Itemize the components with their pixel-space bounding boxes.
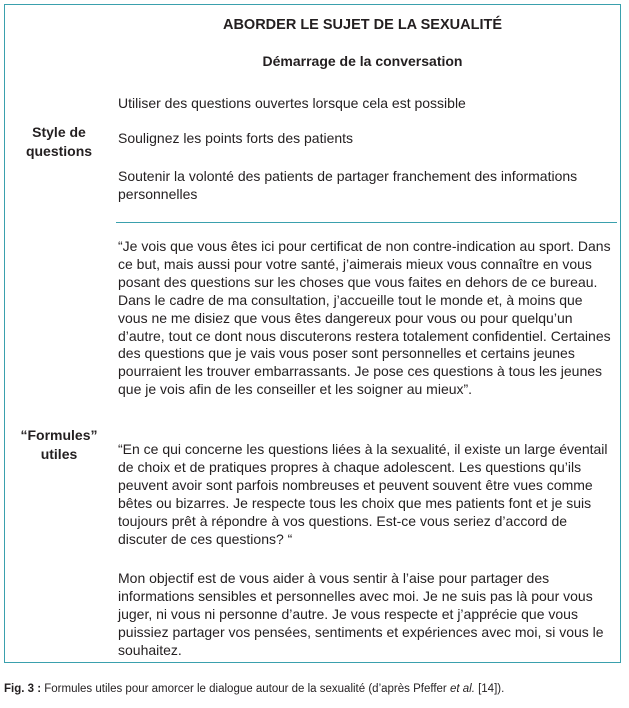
table-title: ABORDER LE SUJET DE LA SEXUALITÉ (222, 17, 503, 33)
formule-paragraph: “Je vois que vous êtes ici pour certificat de non contre-indication au sport. Dans ce but, mais aussi pour votre santé, j’aimerais mieux vous connaître en vous posant des questions sur les choses que vous faites en dehors de ce bureau. Dans le cadre de ma consultation, j’accueille tout le monde et, à moins que vous ne me disiez que vous êtes dangereux pour vous ou pour quelqu’un d’autre, tout ce dont nous discuterons restera totalement confidentiel. Certaines des questions que je vais vous poser sont personnelles et certains jeunes pourraient les trouver embarrassants. Je pose ces questions à tous les jeunes que je vois afin de les conseiller et les soigner au mieux”. (118, 238, 611, 398)
row-label-line: utiles (40, 446, 78, 462)
style-item: Soutenir la volonté des patients de partager franchement des informations personnelles (118, 168, 578, 202)
row-label-line: Style de (32, 124, 86, 140)
section-subtitle: Démarrage de la conversation (262, 53, 463, 69)
formule-paragraph: “En ce qui concerne les questions liées à la sexualité, il existe un large éventail de choix et de pratiques propres à chaque adolescent. Les questions qu’ils peuvent avoir sont parfois nombreuses et peuvent souvent être vues comme bêtes ou bizarres. Je respecte tous les choix que mes patients font et je suis toujours prêt à répondre à vos questions. Est-ce vous seriez d’accord de discuter de ces questions? “ (118, 441, 608, 547)
table-frame (4, 4, 621, 663)
style-item: Utiliser des questions ouvertes lorsque cela est possible (118, 95, 466, 111)
formule-paragraph: Mon objectif est de vous aider à vous sentir à l’aise pour partager des informations sensibles et personnelles avec moi. Je ne suis pas là pour vous juger, ni vous ni personne d’autre. Je vous respecte et j’apprécie que vous puissiez partager vos pensées, sentiments et expériences avec moi, si vous le souhaitez. (118, 570, 604, 658)
caption-text: Formules utiles pour amorcer le dialogue autour de la sexualité (d’après Pfeffer (41, 683, 450, 695)
caption-italic: et al. (449, 683, 475, 695)
style-item: Soulignez les points forts des patients (118, 130, 354, 146)
row-divider (116, 222, 617, 223)
caption-label: Fig. 3 : (4, 683, 42, 695)
caption-text-end: [14]). (474, 683, 505, 695)
row-label-style-de-questions (9, 123, 109, 161)
row-label-line: questions (25, 143, 93, 159)
row-label-formules-utiles (9, 426, 109, 464)
figure-caption (4, 683, 504, 695)
row-label-line: “Formules” (20, 427, 98, 443)
